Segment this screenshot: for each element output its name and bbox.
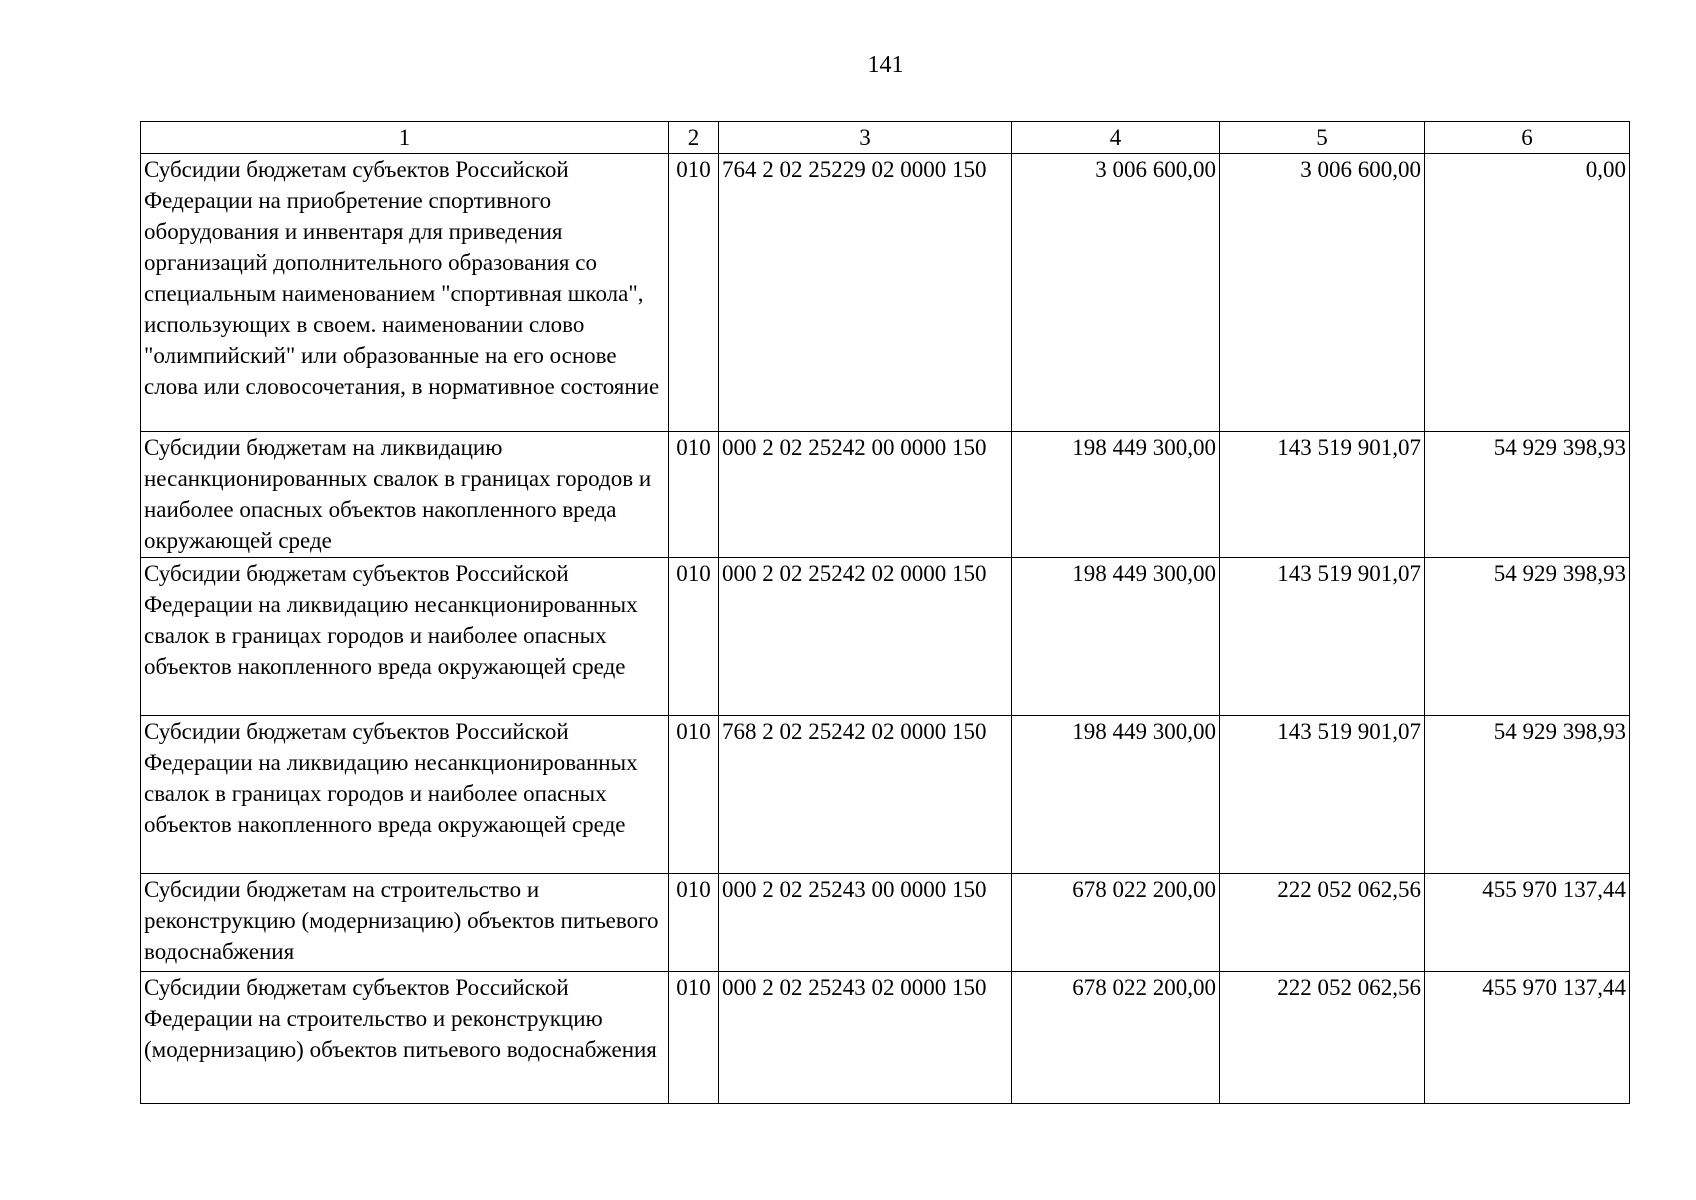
page-number: 141 <box>867 52 904 78</box>
row-line-code: 010 <box>669 154 719 432</box>
row-approved-amount: 678 022 200,00 <box>1012 972 1220 1104</box>
budget-table <box>140 121 1630 1104</box>
row-income-code: 768 2 02 25242 02 0000 150 <box>719 716 1012 874</box>
row-line-code: 010 <box>669 432 719 558</box>
row-income-code: 000 2 02 25243 02 0000 150 <box>719 972 1012 1104</box>
column-header: 6 <box>1425 122 1630 154</box>
row-approved-amount: 198 449 300,00 <box>1012 432 1220 558</box>
row-income-code: 000 2 02 25242 02 0000 150 <box>719 558 1012 716</box>
table-row <box>141 716 1630 874</box>
row-approved-amount: 198 449 300,00 <box>1012 716 1220 874</box>
table-row <box>141 874 1630 972</box>
row-unexecuted-amount: 54 929 398,93 <box>1425 558 1630 716</box>
row-executed-amount: 222 052 062,56 <box>1220 874 1425 972</box>
table-row <box>141 558 1630 716</box>
row-unexecuted-amount: 0,00 <box>1425 154 1630 432</box>
column-header: 2 <box>669 122 719 154</box>
table-row <box>141 154 1630 432</box>
row-approved-amount: 198 449 300,00 <box>1012 558 1220 716</box>
row-line-code: 010 <box>669 558 719 716</box>
table-row <box>141 972 1630 1104</box>
row-income-code: 000 2 02 25242 00 0000 150 <box>719 432 1012 558</box>
row-executed-amount: 3 006 600,00 <box>1220 154 1425 432</box>
row-description: Субсидии бюджетам субъектов Российской Федерации на строительство и реконструкцию (модернизацию) объектов питьевого водоснабжения <box>141 972 669 1104</box>
row-income-code: 000 2 02 25243 00 0000 150 <box>719 874 1012 972</box>
column-header: 4 <box>1012 122 1220 154</box>
row-line-code: 010 <box>669 874 719 972</box>
row-description: Субсидии бюджетам на ликвидацию несанкционированных свалок в границах городов и наиболее опасных объектов накопленного вреда окружающей среде <box>141 432 669 558</box>
row-approved-amount: 678 022 200,00 <box>1012 874 1220 972</box>
column-header: 1 <box>141 122 669 154</box>
row-income-code: 764 2 02 25229 02 0000 150 <box>719 154 1012 432</box>
table-row <box>141 432 1630 558</box>
row-unexecuted-amount: 54 929 398,93 <box>1425 716 1630 874</box>
row-unexecuted-amount: 455 970 137,44 <box>1425 972 1630 1104</box>
row-approved-amount: 3 006 600,00 <box>1012 154 1220 432</box>
row-description: Субсидии бюджетам на строительство и реконструкцию (модернизацию) объектов питьевого водоснабжения <box>141 874 669 972</box>
row-unexecuted-amount: 455 970 137,44 <box>1425 874 1630 972</box>
row-executed-amount: 143 519 901,07 <box>1220 432 1425 558</box>
header-row <box>141 122 1630 154</box>
row-executed-amount: 143 519 901,07 <box>1220 716 1425 874</box>
row-description: Субсидии бюджетам субъектов Российской Федерации на ликвидацию несанкционированных свалок в границах городов и наиболее опасных объектов накопленного вреда окружающей среде <box>141 558 669 716</box>
row-unexecuted-amount: 54 929 398,93 <box>1425 432 1630 558</box>
row-description: Субсидии бюджетам субъектов Российской Федерации на приобретение спортивного оборудования и инвентаря для приведения организаций дополнительного образования со специальным наименованием "спортивная школа", использующих в своем. наименовании слово "олимпийский" или образованные на его основе слова или словосочетания, в нормативное состояние <box>141 154 669 432</box>
row-executed-amount: 222 052 062,56 <box>1220 972 1425 1104</box>
column-header: 5 <box>1220 122 1425 154</box>
row-executed-amount: 143 519 901,07 <box>1220 558 1425 716</box>
column-header: 3 <box>719 122 1012 154</box>
row-line-code: 010 <box>669 972 719 1104</box>
row-description: Субсидии бюджетам субъектов Российской Федерации на ликвидацию несанкционированных свалок в границах городов и наиболее опасных объектов накопленного вреда окружающей среде <box>141 716 669 874</box>
row-line-code: 010 <box>669 716 719 874</box>
